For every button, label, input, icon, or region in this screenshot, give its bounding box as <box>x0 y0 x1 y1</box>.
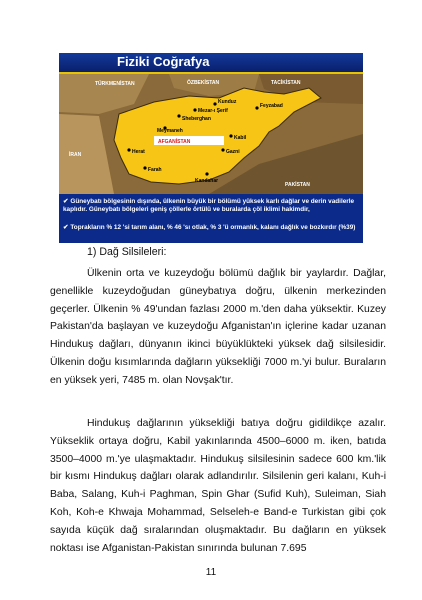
city-sheberghan: Sheberghan <box>182 116 211 122</box>
city-kunduz: Kunduz <box>218 99 237 105</box>
city-meymaneh: Meymaneh <box>157 128 183 134</box>
paragraph-text: Hindukuş dağlarının yüksekliği batıya doğru gidildikçe azalır. Yükseklik ortaya doğru, Kabil yakınlarında 4500–6000 m. iken, batıda 3500–4000 m.'ye ulaşmaktadır. Hindukuş silsilesinin sadece 600 km.'lik bir kısmı Hindukuş dağları olarak adlandırılır. Silsilenin geri kalanı, Kuh-i Baba, Salang, Kuh-i Paghman, Spin Ghar (Sufid Kuh), Suleiman, Siah Koh, Koh-e Khwaja Mohammad, Selseleh-e Band-e Turkistan gibi çok sayıda küçük dağ sıralarından oluşmaktadır. Bu dağların en yüksek noktası ise Afganistan-Pakistan sınırında bulunan 7.695 <box>50 418 386 554</box>
page-number: 11 <box>205 567 217 578</box>
paragraph-mountain-overview <box>50 265 386 390</box>
checkmark-icon: ✔ <box>63 198 69 205</box>
caption-bullet-text: Toprakların % 12 'si tarım alanı, % 46 'sı otlak, % 3 'ü ormanlık, kalanı dağlık ve bozkırdır (%39) <box>70 224 356 231</box>
physical-geography-figure <box>59 53 363 243</box>
city-marker-gazni <box>221 148 224 151</box>
caption-bullet-2 <box>63 224 359 232</box>
country-iran: İRAN <box>69 152 82 158</box>
paragraph-text: Ülkenin orta ve kuzeydoğu bölümü dağlık bir yaylardır. Dağlar, genellikle kuzeydoğudan güneybatıya doğru, ülkenin merkezinden geçerler. Ülkenin % 49'undan fazlası 2000 m.'den daha yüksektir. Kuzey Pakistan'da başlayan ve kuzeydoğu Afganistan'ın içlerine kadar uzanan Hindukuş dağları, dünyanın ikinci büyüklükteki yüksek dağ silsilesidir. Ülkenin doğu kısımlarında dağların yüksekliği 7000 m.'yi bulur. Buraların en yüksek yeri, 7485 m. olan Novşak'tır. <box>50 268 386 386</box>
city-kandahar: Kandahar <box>195 178 219 184</box>
city-gazni: Gazni <box>226 149 240 155</box>
city-marker-farah <box>143 166 146 169</box>
city-marker-herat <box>127 148 130 151</box>
country-uzbekistan: ÖZBEKİSTAN <box>187 80 220 86</box>
country-afghanistan: AFGANİSTAN <box>158 139 191 145</box>
city-marker-kandahar <box>205 172 208 175</box>
city-farah: Farah <box>148 167 162 173</box>
country-pakistan: PAKİSTAN <box>285 182 310 188</box>
city-marker-sheberghan <box>177 114 180 117</box>
caption-bullet-text: Güneybatı bölgesinin dışında, ülkenin büyük bir bölümü yüksek karlı dağlar ve derin vadilerle kaplıdır. Güneybatı bölgeleri geniş çöllerle örtülü ve buralarda çöl iklimi hakimdir, <box>63 198 355 213</box>
figure-caption <box>59 194 363 243</box>
section-heading: 1) Dağ Silsileleri: <box>87 246 167 258</box>
country-turkmenistan: TÜRKMENİSTAN <box>95 81 135 87</box>
city-feyzabad: Feyzabad <box>260 103 283 109</box>
country-tajikistan: TACİKİSTAN <box>271 80 301 86</box>
city-marker-kabil <box>229 134 232 137</box>
city-kabil: Kabil <box>234 135 247 141</box>
figure-title: Fiziki Coğrafya <box>117 54 210 69</box>
city-herat: Herat <box>132 149 145 155</box>
paragraph-hindukush <box>50 415 386 557</box>
caption-bullet-1 <box>63 198 359 214</box>
figure-title-bar <box>59 53 363 74</box>
checkmark-icon: ✔ <box>63 224 69 231</box>
city-marker-kunduz <box>213 102 216 105</box>
afghanistan-map <box>59 74 363 194</box>
city-marker-mazar <box>193 108 196 111</box>
city-mazar-i-sharif: Mezar-ı Şerif <box>198 108 228 114</box>
city-marker-feyzabad <box>255 106 258 109</box>
